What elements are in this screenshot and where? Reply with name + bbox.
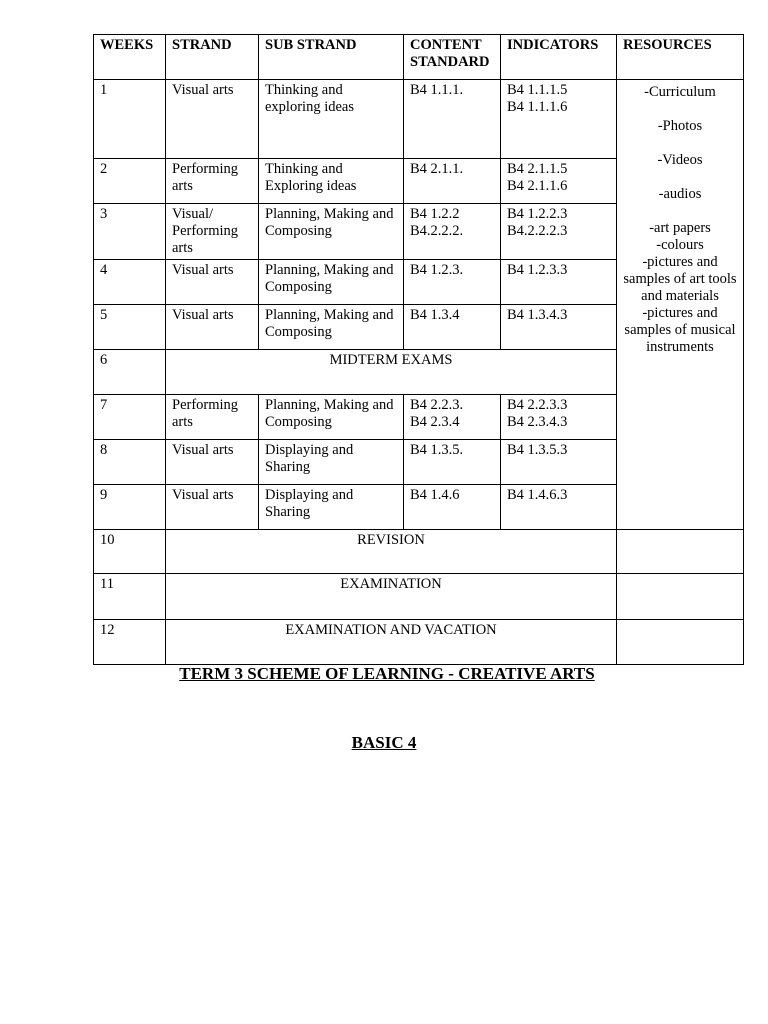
sub-strand-cell: Planning, Making and Composing: [259, 260, 404, 305]
strand-cell: Performing arts: [166, 159, 259, 204]
table-row: [94, 80, 744, 159]
sub-strand-cell: Displaying and Sharing: [259, 485, 404, 530]
week-cell: 2: [94, 159, 166, 204]
indicator-code: B4 1.1.1.6: [507, 99, 568, 115]
content-standard-cell: [404, 305, 501, 350]
indicator-code: B4 1.4.6.3: [507, 487, 568, 503]
page-title: TERM 3 SCHEME OF LEARNING - CREATIVE ARTS: [179, 664, 595, 683]
resource-item: -Curriculum: [644, 84, 716, 100]
content-standard-cell: [404, 440, 501, 485]
week-cell: 9: [94, 485, 166, 530]
sub-strand-cell: Planning, Making and Composing: [259, 395, 404, 440]
empty-resources-cell: [617, 574, 744, 620]
week-cell: 8: [94, 440, 166, 485]
resource-item: -Videos: [657, 152, 703, 168]
header-row: [94, 35, 744, 80]
content-standard-code: B4 1.2.3.: [410, 262, 464, 278]
content-standard-code: B4.2.2.2.: [410, 223, 464, 239]
content-standard-cell: [404, 80, 501, 159]
indicators-cell: [501, 204, 617, 260]
indicators-cell: [501, 159, 617, 204]
header-strand: STRAND: [166, 35, 259, 80]
indicators-cell: [501, 485, 617, 530]
empty-resources-cell: [617, 620, 744, 665]
merged-cell: EXAMINATION AND VACATION: [166, 620, 617, 665]
header-indicators: INDICATORS: [501, 35, 617, 80]
strand-cell: Visual/ Performing arts: [166, 204, 259, 260]
merged-cell: EXAMINATION: [166, 574, 617, 620]
indicator-code: B4.2.2.2.3: [507, 223, 568, 239]
strand-cell: Visual arts: [166, 485, 259, 530]
content-standard-code: B4 2.2.3.: [410, 397, 464, 413]
resource-item: -colours: [656, 237, 704, 253]
indicator-code: B4 2.1.1.6: [507, 178, 568, 194]
week-cell: 12: [94, 620, 166, 665]
week-cell: 6: [94, 350, 166, 395]
sub-strand-cell: Thinking and exploring ideas: [259, 80, 404, 159]
indicators-cell: [501, 305, 617, 350]
strand-cell: Visual arts: [166, 260, 259, 305]
strand-cell: Visual arts: [166, 305, 259, 350]
merged-cell: REVISION: [166, 530, 617, 574]
content-standard-code: B4 1.3.4: [410, 307, 460, 323]
table-row: [94, 574, 744, 620]
indicators-cell: [501, 395, 617, 440]
page-subtitle: BASIC 4: [351, 733, 417, 752]
resource-item: -pictures and samples of musical instruments: [624, 305, 736, 355]
table-body: [94, 80, 744, 665]
table-row: [94, 530, 744, 574]
header-resources: RESOURCES: [617, 35, 744, 80]
indicators-cell: [501, 440, 617, 485]
content-standard-cell: [404, 260, 501, 305]
week-cell: 11: [94, 574, 166, 620]
header-weeks: WEEKS: [94, 35, 166, 80]
content-standard-code: B4 1.4.6: [410, 487, 460, 503]
merged-cell: MIDTERM EXAMS: [166, 350, 617, 395]
empty-resources-cell: [617, 530, 744, 574]
week-cell: 10: [94, 530, 166, 574]
content-standard-cell: [404, 395, 501, 440]
strand-cell: Performing arts: [166, 395, 259, 440]
content-standard-cell: [404, 485, 501, 530]
content-standard-code: B4 1.3.5.: [410, 442, 464, 458]
week-cell: 5: [94, 305, 166, 350]
scheme-of-learning-table: [93, 34, 744, 665]
content-standard-code: B4 2.3.4: [410, 414, 460, 430]
week-cell: 1: [94, 80, 166, 159]
header-sub-strand: SUB STRAND: [259, 35, 404, 80]
content-standard-code: B4 1.1.1.: [410, 82, 464, 98]
table-row: [94, 620, 744, 665]
indicator-code: B4 2.1.1.5: [507, 161, 568, 177]
sub-strand-cell: Displaying and Sharing: [259, 440, 404, 485]
indicator-code: B4 2.2.3.3: [507, 397, 568, 413]
resource-item: -Photos: [657, 118, 703, 134]
resource-item: -art papers: [649, 220, 711, 236]
content-standard-cell: [404, 204, 501, 260]
resource-item: -pictures and samples of art tools and materials: [623, 254, 737, 304]
indicator-code: B4 1.3.5.3: [507, 442, 568, 458]
resources-cell: [617, 80, 744, 530]
sub-strand-cell: Planning, Making and Composing: [259, 204, 404, 260]
indicator-code: B4 1.3.4.3: [507, 307, 568, 323]
sub-strand-cell: Thinking and Exploring ideas: [259, 159, 404, 204]
strand-cell: Visual arts: [166, 80, 259, 159]
resource-item: -audios: [658, 186, 702, 202]
sub-strand-cell: Planning, Making and Composing: [259, 305, 404, 350]
indicator-code: B4 1.1.1.5: [507, 82, 568, 98]
week-cell: 4: [94, 260, 166, 305]
week-cell: 7: [94, 395, 166, 440]
indicator-code: B4 2.3.4.3: [507, 414, 568, 430]
content-standard-code: B4 1.2.2: [410, 206, 460, 222]
indicator-code: B4 1.2.2.3: [507, 206, 568, 222]
strand-cell: Visual arts: [166, 440, 259, 485]
content-standard-code: B4 2.1.1.: [410, 161, 464, 177]
content-standard-cell: [404, 159, 501, 204]
indicator-code: B4 1.2.3.3: [507, 262, 568, 278]
header-content-standard: CONTENT STANDARD: [404, 35, 501, 80]
indicators-cell: [501, 260, 617, 305]
indicators-cell: [501, 80, 617, 159]
week-cell: 3: [94, 204, 166, 260]
